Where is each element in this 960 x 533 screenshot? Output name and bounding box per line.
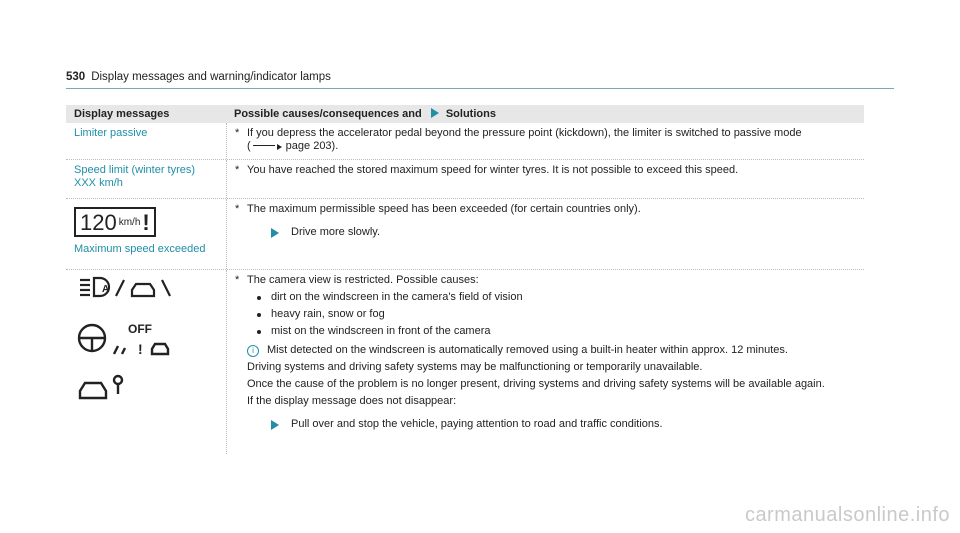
svg-text:!: ! xyxy=(138,341,143,357)
page-number: 530 xyxy=(66,71,86,83)
speed-limit-symbol: 120 km/h ! xyxy=(74,207,156,237)
col-causes-header: Possible causes/consequences and Solutions xyxy=(234,107,496,120)
table-row xyxy=(66,270,864,454)
watermark: carmanualsonline.info xyxy=(744,504,950,526)
message-limiter-passive: Limiter passive xyxy=(74,127,148,139)
info-icon: i xyxy=(247,345,259,357)
page-ref-link[interactable]: page 203). xyxy=(285,140,339,152)
cause-cell: * The camera view is restricted. Possible causes: dirt on the windscreen in the camera's field of vision heavy rain, snow or fog mist on the windscreen in front of the camera i Mist detected on the windscreen is automatically removed using a built-in heater within approx. 12 minutes. Driving systems and driving safety systems may be malfunctioning or temporarily unavailable. Once the cause of the problem is no longer present, driving systems and driving safety systems will be available again. If the display message does not disappear: Pull over and stop the vehicle, paying attention to road and traffic conditions. xyxy=(226,270,864,454)
col-messages-header: Display messages xyxy=(74,107,170,120)
table-row xyxy=(66,199,864,270)
cause-cell: * You have reached the stored maximum speed for winter tyres. It is not possible to exceed this speed. xyxy=(226,160,864,198)
cause-cell: * If you depress the accelerator pedal beyond the pressure point (kickdown), the limiter is switched to passive mode ( page 203). xyxy=(226,123,864,159)
list-item: heavy rain, snow or fog xyxy=(247,308,856,321)
message-speed-limit: Speed limit (winter tyres) XXX km/h xyxy=(74,164,196,189)
table-header xyxy=(66,105,864,123)
table-row xyxy=(66,123,864,160)
action-item: Drive more slowly. xyxy=(247,226,856,239)
list-item: mist on the windscreen in front of the camera xyxy=(247,325,856,338)
messages-table xyxy=(66,105,864,454)
list-item: dirt on the windscreen in the camera's field of vision xyxy=(247,291,856,304)
page-header-title: Display messages and warning/indicator lamps xyxy=(91,71,331,83)
steering-assist-off-icon xyxy=(74,320,184,360)
off-label: OFF xyxy=(128,322,152,336)
camera-restricted-icons xyxy=(66,270,226,454)
cause-cell: * The maximum permissible speed has been exceeded (for certain countries only). Drive more slowly. xyxy=(226,199,864,269)
svg-text:A: A xyxy=(102,284,110,295)
note: i Mist detected on the windscreen is automatically removed using a built-in heater within approx. 12 minutes. xyxy=(247,344,856,357)
message-maximum-speed: 120 km/h ! Maximum speed exceeded xyxy=(66,199,226,269)
car-sensor-icon xyxy=(74,372,134,402)
action-item: Pull over and stop the vehicle, paying attention to road and traffic conditions. xyxy=(247,418,856,431)
page-ref-arrowhead-icon xyxy=(277,144,282,150)
camera-assist-restricted-icon xyxy=(74,274,184,308)
header-rule xyxy=(66,88,894,89)
table-row xyxy=(66,160,864,199)
page-header xyxy=(66,71,331,83)
action-arrow-icon xyxy=(271,420,279,430)
solution-arrow-icon xyxy=(431,108,439,118)
action-arrow-icon xyxy=(271,228,279,238)
page-ref-arrow-icon xyxy=(253,145,275,146)
